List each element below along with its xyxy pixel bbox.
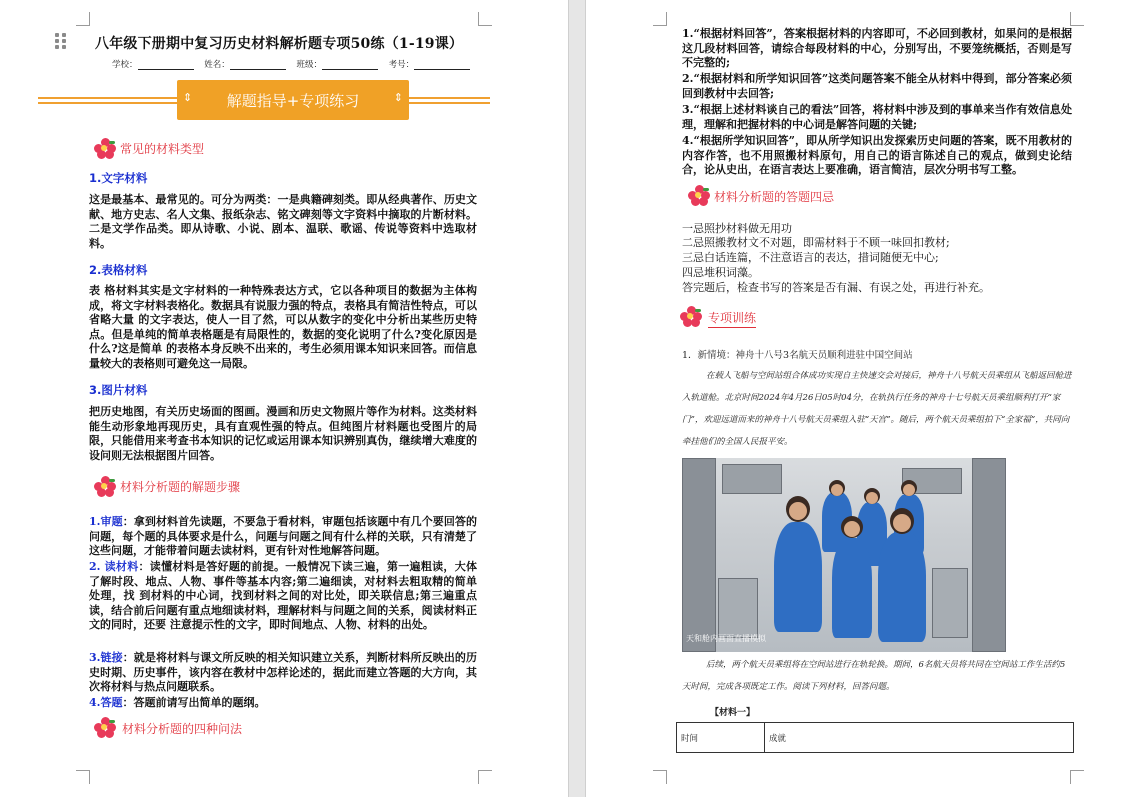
step-label: 3.链接	[89, 651, 123, 664]
school-label: 学校：	[112, 60, 138, 70]
table-row	[677, 723, 1074, 753]
table-cell: 成就	[765, 723, 1074, 753]
step-text: ：读懂材料是答好题的前提。一般情况下读三遍，第一遍粗读，大体了解时段、地点、人物、事件等基本内容;第二遍细读，对材料去粗取精的简单处理，找 到材料的中心词，找到材料之间的对比处，即关联信息;第三遍重点读，结合前后问题有重点地细读材料，理解材料与问题之间的关系，阅读材料正文的同时，还要 注意提示性的文字，即时间地点、人物、材料的出处。	[89, 560, 477, 631]
section-solving-steps: 材料分析题的解题步骤	[120, 480, 241, 494]
section-four-questions: 材料分析题的四种问法	[122, 722, 243, 736]
question-type-2: 2.“根据材料和所学知识回答”这类问题答案不能全从材料中得到，部分答案必须回到教材中去回答;	[682, 72, 1072, 100]
taboo-summary: 答完题后，检查书写的答案是否有漏、有误之处，再进行补充。	[682, 281, 990, 294]
crop-mark-bottom-right	[478, 770, 492, 784]
flower-icon	[94, 476, 116, 496]
student-info-form	[112, 58, 478, 70]
step-read-material	[89, 560, 477, 633]
astronaut-photo	[682, 458, 1006, 652]
news-paragraph-2: 后续，两个航天员乘组将在空间站进行在轨轮换。期间，6名航天员将共同在空间站工作生活约5天时间，完成各项既定工作。阅读下列材料，回答问题。	[682, 660, 1066, 692]
step-label: 2. 读材料	[89, 560, 139, 573]
step-link	[89, 651, 477, 695]
material-one-label: 【材料一】	[710, 708, 756, 718]
section-material-types: 常见的材料类型	[120, 142, 205, 156]
step-answer	[89, 696, 477, 711]
text-material-body: 这是最基本、最常见的。可分为两类：一是典籍碑刻类。即从经典著作、历史文献、地方史志、名人文集、报纸杂志、铭文碑刻等文字资料中摘取的片断材料。二是文学作品类。即从诗歌、小说、剧本、温联、歌谣、传说等资料中选取材料。	[89, 193, 477, 250]
material-table	[676, 722, 1074, 753]
step-label: 4.答题	[89, 696, 123, 709]
question-type-1: 1.“根据材料回答”，答案根据材料的内容即可，不必回到教材，如果问的是根据这几段材料回答，请综合每段材料的中心，分别写出，不要笼统概括，否则是写不完整的;	[682, 27, 1072, 69]
class-label: 班级：	[296, 60, 322, 70]
guide-banner	[177, 80, 409, 120]
banner-arrow-right-icon: ⇕	[393, 91, 403, 104]
step-text: ：答题前请写出简单的题纲。	[122, 696, 266, 709]
question-type-4: 4.“根据所学知识回答”，即从所学知识出发探索历史问题的答案，既不用教材的内容作答，也不用照搬材料原句，用自己的语言陈述自己的观点，做到史论结合，论从史出，在语言表达上要准确，语言简洁，层次分明书写工整。	[682, 134, 1072, 176]
crop-mark-bottom-left	[653, 770, 667, 784]
banner-label: 解题指导+专项练习	[226, 91, 360, 110]
crop-mark-top-right	[1070, 12, 1084, 26]
school-blank	[138, 61, 194, 70]
crop-mark-bottom-left	[76, 770, 90, 784]
question-type-3: 3.“根据上述材料谈自己的看法”回答，将材料中涉及到的事单来当作有效信息处理，理解和把握材料的中心词是解答问题的关键;	[682, 103, 1072, 131]
page-gutter	[568, 0, 586, 797]
flower-icon	[94, 717, 116, 737]
taboo-3: 三忌白话连篇，不注意语言的表达，措词随便无中心;	[682, 251, 939, 264]
picture-material-body: 把历史地图，有关历史场面的图画。漫画和历史文物照片等作为材料。这类材料能生动形象地再现历史，具有直观性强的特点。但纯图片材料题也受图片的局限，只能借用来考查书本知识的记忆或运用课本知识辨别真伪，继续增大难度的设问则无法根据图片回答。	[89, 405, 477, 462]
photo-caption: 天和舱内画面直播模拟	[686, 634, 766, 643]
flower-icon	[94, 138, 116, 158]
flower-icon	[688, 185, 710, 205]
name-blank	[230, 61, 286, 70]
taboo-1: 一忌照抄材料做无用功	[682, 222, 792, 235]
crop-mark-top-left	[653, 12, 667, 26]
step-review	[89, 515, 477, 559]
picture-material-heading: 3.图片材料	[89, 383, 148, 397]
news-paragraph-1: 在载人飞船与空间站组合体成功实现自主快速交会对接后，神舟十八号航天员乘组从飞船返回舱进入轨道舱。北京时间2024年4月26日05时04分，在轨执行任务的神舟十七号航天员乘组顺利打开“家门”，欢迎远道而来的神舟十八号航天员乘组入驻“天宫”。随后，两个航天员乘组拍下“全家福”，共同向牵挂他们的全国人民报平安。	[682, 371, 1072, 447]
class-blank	[322, 61, 378, 70]
step-label: 1.审题	[89, 515, 123, 528]
section-four-taboos: 材料分析题的答题四忌	[714, 190, 835, 204]
section-practice: 专项训练	[708, 309, 756, 328]
crop-mark-top-right	[478, 12, 492, 26]
table-material-heading: 2.表格材料	[89, 263, 148, 277]
number-blank	[414, 61, 470, 70]
table-cell: 时间	[677, 723, 765, 753]
document-title: 八年级下册期中复习历史材料解析题专项50练（1-19课）	[95, 36, 464, 52]
step-text: ：就是将材料与课文所反映的相关知识建立关系，判断材料所反映出的历史时期、历史事件，该内容在教材中怎样论述的，据此而建立答题的大方向，其次将材料与热点问题联系。	[89, 651, 478, 693]
drag-handle-icon[interactable]	[55, 33, 67, 49]
crop-mark-bottom-right	[1070, 770, 1084, 784]
news-title: 1．新情境：神舟十八号3名航天员顺利进驻中国空间站	[682, 350, 913, 361]
table-material-body: 表 格材料其实是文字材料的一种特殊表达方式，它以各种项目的数据为主体构成，将文字材料表格化。数据具有说服力强的特点，表格具有简洁性特点，可以省略大量 的文字表达，使人一目了然，可以从数字的变化中分析出某些历史特点。但是单纯的简单表格题是有局限性的，数据的变化说明了什么?变化原因是什么?这是简单 的表格本身反映不出来的，考生必须用课本知识来回答。而信息量较大的表格则可避免这一局限。	[89, 284, 477, 370]
flower-icon	[680, 306, 702, 326]
crop-mark-top-left	[76, 12, 90, 26]
taboo-4: 四忌堆积词藻。	[682, 266, 759, 279]
step-text: ：拿到材料首先读题，不要急于看材料，审题包括该题中有几个要回答的问题，每个题的具体要求是什么，问题与问题之间有什么样的关联，只有清楚了这些问题，才能带着问题去读材料，更有针对性地解答问题。	[89, 515, 478, 557]
taboo-2: 二忌照搬教材文不对题，即需材料于不顾一味回扣教材;	[682, 236, 950, 249]
banner-arrow-left-icon: ⇕	[183, 91, 193, 104]
name-label: 姓名：	[204, 60, 230, 70]
text-material-heading: 1.文字材料	[89, 171, 148, 185]
number-label: 考号：	[388, 60, 415, 70]
